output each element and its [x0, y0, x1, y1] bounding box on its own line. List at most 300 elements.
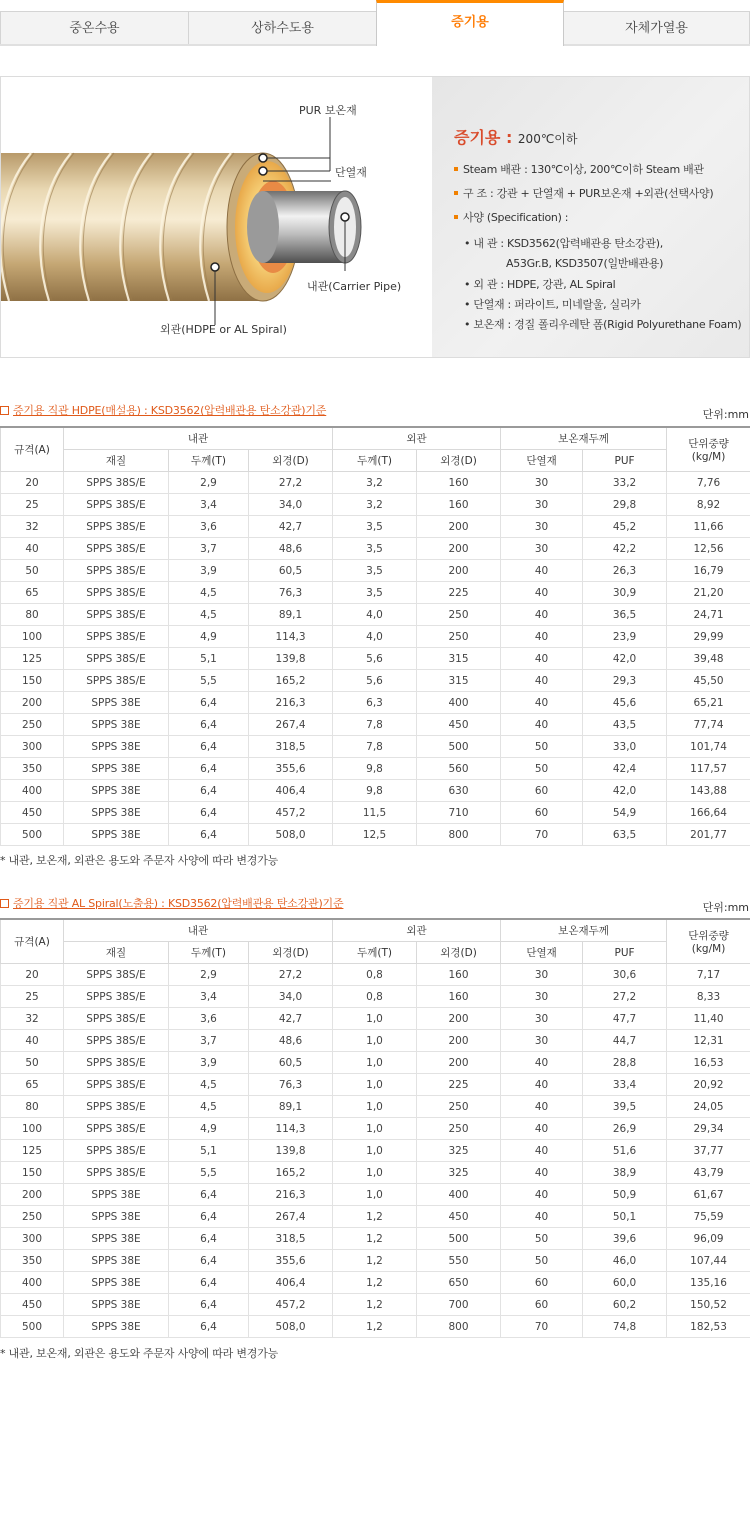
table-cell: 5,1: [169, 648, 249, 670]
table-row: [1, 560, 750, 582]
table-cell: 1,2: [333, 1316, 417, 1338]
table-cell: 7,8: [333, 714, 417, 736]
table-cell: 500: [417, 736, 501, 758]
table-cell: 225: [417, 582, 501, 604]
table-cell: 550: [417, 1250, 501, 1272]
table-cell: 70: [501, 1316, 583, 1338]
table-cell: 114,3: [249, 626, 333, 648]
table1-body: [1, 472, 750, 846]
table-cell: 27,2: [249, 472, 333, 494]
table-cell: 45,2: [583, 516, 667, 538]
table-cell: SPPS 38S/E: [64, 1074, 169, 1096]
col-inner-thickness: 두께(T): [169, 942, 249, 964]
table-cell: 26,3: [583, 560, 667, 582]
table-cell: 33,0: [583, 736, 667, 758]
table-cell: 51,6: [583, 1140, 667, 1162]
table-cell: 200: [417, 1052, 501, 1074]
table-cell: 36,5: [583, 604, 667, 626]
table-cell: 50: [501, 1228, 583, 1250]
table-row: [1, 780, 750, 802]
col-weight: [667, 427, 750, 472]
table-cell: 3,7: [169, 1030, 249, 1052]
table-cell: SPPS 38S/E: [64, 604, 169, 626]
table-cell: 1,2: [333, 1228, 417, 1250]
spec-title: [454, 125, 578, 148]
table-cell: 1,0: [333, 1008, 417, 1030]
table-cell: 3,5: [333, 538, 417, 560]
table-cell: SPPS 38S/E: [64, 1008, 169, 1030]
col-ins: 단열재: [501, 450, 583, 472]
table-cell: 34,0: [249, 494, 333, 516]
table-cell: 117,57: [667, 758, 750, 780]
callout-outer-jacket: 외관(HDPE or AL Spiral): [160, 323, 287, 336]
table-cell: 40: [501, 582, 583, 604]
table-row: [1, 986, 750, 1008]
table-cell: 216,3: [249, 692, 333, 714]
table-cell: 60,5: [249, 560, 333, 582]
table-icon: [0, 899, 9, 908]
table-cell: 5,5: [169, 670, 249, 692]
table-cell: 50: [501, 736, 583, 758]
table2-note: * 내관, 보온재, 외관은 용도와 주문자 사양에 따라 변경가능: [0, 1347, 279, 1360]
table-icon: [0, 406, 9, 415]
table-cell: 60,2: [583, 1294, 667, 1316]
col-weight: [667, 919, 750, 964]
table-cell: 37,77: [667, 1140, 750, 1162]
table-cell: 70: [501, 824, 583, 846]
table-cell: 6,4: [169, 758, 249, 780]
table-cell: 29,99: [667, 626, 750, 648]
table-cell: 200: [417, 516, 501, 538]
table-cell: 61,67: [667, 1184, 750, 1206]
spec-line-text: 사양 (Specification) :: [463, 211, 569, 224]
table-cell: 400: [1, 1272, 64, 1294]
table-cell: 39,6: [583, 1228, 667, 1250]
table-cell: 6,4: [169, 1228, 249, 1250]
table-cell: 1,0: [333, 1096, 417, 1118]
table-cell: 5,5: [169, 1162, 249, 1184]
table-cell: 80: [1, 604, 64, 626]
table-cell: 650: [417, 1272, 501, 1294]
table-cell: SPPS 38E: [64, 1272, 169, 1294]
table-cell: SPPS 38E: [64, 824, 169, 846]
table-cell: 60: [501, 1294, 583, 1316]
table-cell: 47,7: [583, 1008, 667, 1030]
table-cell: 40: [501, 1074, 583, 1096]
table2-unit: 단위:mm: [702, 901, 749, 914]
table-cell: 40: [501, 714, 583, 736]
table-cell: 44,7: [583, 1030, 667, 1052]
table-cell: 160: [417, 494, 501, 516]
table-cell: 42,4: [583, 758, 667, 780]
table-cell: 3,4: [169, 986, 249, 1008]
table-cell: 50,9: [583, 1184, 667, 1206]
col-outer-thickness: 두께(T): [333, 942, 417, 964]
table-cell: 250: [1, 1206, 64, 1228]
table-cell: 40: [1, 1030, 64, 1052]
table-cell: SPPS 38S/E: [64, 670, 169, 692]
table-cell: 3,9: [169, 1052, 249, 1074]
col-weight-unit: (kg/M): [691, 451, 726, 463]
table-cell: 200: [1, 1184, 64, 1206]
table-cell: 4,9: [169, 1118, 249, 1140]
table-cell: 9,8: [333, 780, 417, 802]
table-cell: SPPS 38S/E: [64, 1162, 169, 1184]
table-row: [1, 670, 750, 692]
table-row: [1, 824, 750, 846]
tab-self-heating[interactable]: 자체가열용: [563, 11, 750, 44]
table-cell: 77,74: [667, 714, 750, 736]
table-cell: 160: [417, 964, 501, 986]
table-cell: 6,4: [169, 1272, 249, 1294]
table-row: [1, 1052, 750, 1074]
table-row: [1, 1096, 750, 1118]
table-cell: 40: [501, 648, 583, 670]
table-cell: 40: [1, 538, 64, 560]
table-cell: 42,2: [583, 538, 667, 560]
table-cell: 182,53: [667, 1316, 750, 1338]
table-cell: 315: [417, 670, 501, 692]
table2: [0, 918, 750, 1338]
table-cell: 350: [1, 758, 64, 780]
table-row: [1, 964, 750, 986]
table-cell: 60,5: [249, 1052, 333, 1074]
table-cell: 1,0: [333, 1052, 417, 1074]
col-size: 규격(A): [1, 427, 64, 472]
table-cell: 60: [501, 780, 583, 802]
table-cell: 30,6: [583, 964, 667, 986]
table-cell: 457,2: [249, 802, 333, 824]
table-cell: 500: [417, 1228, 501, 1250]
table-cell: 27,2: [249, 964, 333, 986]
table-row: [1, 758, 750, 780]
callout-pur: PUR 보온재: [299, 104, 357, 117]
table-cell: 40: [501, 1052, 583, 1074]
table-cell: 96,09: [667, 1228, 750, 1250]
table-cell: 125: [1, 1140, 64, 1162]
spec-line-structure: [454, 185, 713, 201]
tab-water-sewage[interactable]: 상하수도용: [188, 11, 377, 44]
table-cell: 33,2: [583, 472, 667, 494]
product-tabs: [0, 0, 750, 46]
table-cell: 63,5: [583, 824, 667, 846]
spec-inner-pipe-cont: A53Gr.B, KSD3507(일반배관용): [506, 257, 664, 270]
table-cell: 250: [417, 604, 501, 626]
table-cell: 2,9: [169, 964, 249, 986]
table-cell: 125: [1, 648, 64, 670]
table-cell: 30: [501, 472, 583, 494]
table-cell: 60: [501, 802, 583, 824]
table-cell: 3,5: [333, 516, 417, 538]
table-cell: 60: [501, 1272, 583, 1294]
table-cell: 166,64: [667, 802, 750, 824]
col-inner-od: 외경(D): [249, 942, 333, 964]
table-cell: 60,0: [583, 1272, 667, 1294]
table-cell: 450: [417, 714, 501, 736]
table-cell: 1,2: [333, 1250, 417, 1272]
tab-steam[interactable]: 증기용: [376, 0, 564, 46]
table-cell: 42,7: [249, 516, 333, 538]
table-row: [1, 1228, 750, 1250]
table-row: [1, 604, 750, 626]
table-cell: SPPS 38E: [64, 1294, 169, 1316]
table-cell: 16,53: [667, 1052, 750, 1074]
table-cell: 139,8: [249, 648, 333, 670]
table-cell: SPPS 38E: [64, 736, 169, 758]
table-cell: 12,56: [667, 538, 750, 560]
table-cell: 3,7: [169, 538, 249, 560]
table-cell: 50: [501, 758, 583, 780]
table-cell: 107,44: [667, 1250, 750, 1272]
table-cell: 500: [1, 824, 64, 846]
table-cell: 355,6: [249, 1250, 333, 1272]
table-cell: 135,16: [667, 1272, 750, 1294]
table-cell: 40: [501, 1140, 583, 1162]
table2-title: [0, 895, 343, 911]
table-cell: 3,2: [333, 472, 417, 494]
table-cell: 20,92: [667, 1074, 750, 1096]
table-cell: 508,0: [249, 1316, 333, 1338]
table-row: [1, 1074, 750, 1096]
table-cell: 1,2: [333, 1272, 417, 1294]
table-cell: 39,5: [583, 1096, 667, 1118]
table-cell: 400: [417, 1184, 501, 1206]
table-row: [1, 626, 750, 648]
table-cell: 30: [501, 494, 583, 516]
table-cell: 3,5: [333, 582, 417, 604]
table-cell: 250: [417, 1118, 501, 1140]
table-cell: 200: [417, 1030, 501, 1052]
table-cell: SPPS 38S/E: [64, 582, 169, 604]
table-cell: 3,6: [169, 1008, 249, 1030]
table-cell: 24,05: [667, 1096, 750, 1118]
table-cell: 74,8: [583, 1316, 667, 1338]
table-row: [1, 1206, 750, 1228]
table-cell: 42,0: [583, 780, 667, 802]
table-cell: 45,50: [667, 670, 750, 692]
col-outer: 외관: [333, 427, 501, 450]
table-cell: 5,6: [333, 670, 417, 692]
bullet-icon: [454, 191, 458, 195]
table-cell: 39,48: [667, 648, 750, 670]
col-inner-od: 외경(D): [249, 450, 333, 472]
table-cell: 23,9: [583, 626, 667, 648]
table-cell: 48,6: [249, 538, 333, 560]
table-cell: 325: [417, 1162, 501, 1184]
bullet-icon: [454, 215, 458, 219]
table-cell: SPPS 38E: [64, 692, 169, 714]
table-cell: 43,79: [667, 1162, 750, 1184]
table-cell: 250: [1, 714, 64, 736]
table-cell: 267,4: [249, 714, 333, 736]
col-inner-thickness: 두께(T): [169, 450, 249, 472]
table-cell: 800: [417, 1316, 501, 1338]
table-cell: 50,1: [583, 1206, 667, 1228]
table-row: [1, 1250, 750, 1272]
table-cell: SPPS 38E: [64, 1228, 169, 1250]
table-cell: 6,4: [169, 736, 249, 758]
table-cell: 20: [1, 472, 64, 494]
table-cell: 250: [417, 626, 501, 648]
table-cell: 300: [1, 1228, 64, 1250]
table-cell: 4,5: [169, 582, 249, 604]
table-cell: 318,5: [249, 1228, 333, 1250]
table-cell: 500: [1, 1316, 64, 1338]
tab-underline: [0, 44, 750, 46]
table-cell: 40: [501, 626, 583, 648]
table-cell: 6,4: [169, 780, 249, 802]
spec-line-text: Steam 배관 : 130℃이상, 200℃이하 Steam 배관: [463, 163, 704, 176]
table-row: [1, 1294, 750, 1316]
table-cell: 300: [1, 736, 64, 758]
table-cell: 3,5: [333, 560, 417, 582]
spec-line-steam: [454, 161, 704, 177]
spec-inner-pipe: • 내 관 : KSD3562(압력배관용 탄소강관),: [464, 237, 663, 250]
table-cell: SPPS 38S/E: [64, 538, 169, 560]
table-cell: 54,9: [583, 802, 667, 824]
table-cell: 6,4: [169, 824, 249, 846]
bullet-icon: [454, 167, 458, 171]
spec-panel: [432, 77, 750, 358]
table-cell: 6,4: [169, 1294, 249, 1316]
table-cell: 508,0: [249, 824, 333, 846]
spec-title-text: 증기용 :: [454, 128, 513, 147]
table-cell: SPPS 38S/E: [64, 986, 169, 1008]
table-row: [1, 516, 750, 538]
table-cell: 7,17: [667, 964, 750, 986]
table-cell: 50: [501, 1250, 583, 1272]
table-row: [1, 1030, 750, 1052]
table-cell: 12,5: [333, 824, 417, 846]
pipe-illustration: [1, 77, 432, 357]
col-weight-unit: (kg/M): [691, 943, 726, 955]
table2-title-text: 증기용 직관 AL Spiral(노출용) : KSD3562(압력배관용 탄소강관)기준: [13, 897, 344, 910]
table-cell: 267,4: [249, 1206, 333, 1228]
table-cell: 4,5: [169, 1074, 249, 1096]
table-cell: 40: [501, 560, 583, 582]
table-cell: SPPS 38E: [64, 1316, 169, 1338]
table-cell: 30: [501, 1030, 583, 1052]
table-cell: 165,2: [249, 670, 333, 692]
table-cell: 1,2: [333, 1206, 417, 1228]
col-outer-thickness: 두께(T): [333, 450, 417, 472]
table-cell: 630: [417, 780, 501, 802]
table-cell: 6,4: [169, 802, 249, 824]
table-cell: 8,33: [667, 986, 750, 1008]
table1-title: [0, 402, 326, 418]
col-material: 재질: [64, 450, 169, 472]
table-cell: SPPS 38S/E: [64, 1096, 169, 1118]
table-cell: 32: [1, 516, 64, 538]
table-cell: 30: [501, 964, 583, 986]
table-cell: 400: [417, 692, 501, 714]
table-cell: 0,8: [333, 986, 417, 1008]
table-cell: 40: [501, 1118, 583, 1140]
table-cell: 200: [417, 538, 501, 560]
table-cell: 40: [501, 604, 583, 626]
col-puf: PUF: [583, 450, 667, 472]
table-cell: 150: [1, 670, 64, 692]
table-cell: 50: [1, 1052, 64, 1074]
table-cell: 89,1: [249, 604, 333, 626]
table-cell: 139,8: [249, 1140, 333, 1162]
table-cell: 6,4: [169, 1184, 249, 1206]
table-cell: 40: [501, 1206, 583, 1228]
table-cell: 710: [417, 802, 501, 824]
spec-outer-pipe: • 외 관 : HDPE, 강관, AL Spiral: [464, 278, 616, 291]
table-cell: 30: [501, 516, 583, 538]
table-cell: 29,3: [583, 670, 667, 692]
table-cell: SPPS 38E: [64, 802, 169, 824]
col-material: 재질: [64, 942, 169, 964]
table-cell: 11,66: [667, 516, 750, 538]
table-cell: 16,79: [667, 560, 750, 582]
table-cell: 4,0: [333, 626, 417, 648]
table-cell: 700: [417, 1294, 501, 1316]
table-cell: 1,0: [333, 1074, 417, 1096]
table-cell: 406,4: [249, 1272, 333, 1294]
table-cell: SPPS 38S/E: [64, 964, 169, 986]
table1-note: * 내관, 보온재, 외관은 용도와 주문자 사양에 따라 변경가능: [0, 854, 279, 867]
table-cell: 150: [1, 1162, 64, 1184]
table-row: [1, 1316, 750, 1338]
table1-title-text: 증기용 직관 HDPE(매설용) : KSD3562(압력배관용 탄소강관)기준: [13, 404, 327, 417]
table-cell: 25: [1, 494, 64, 516]
table-cell: SPPS 38E: [64, 1250, 169, 1272]
table-cell: 24,71: [667, 604, 750, 626]
table-cell: 6,4: [169, 1316, 249, 1338]
table-cell: 65: [1, 582, 64, 604]
table-cell: 1,0: [333, 1118, 417, 1140]
table-cell: 6,3: [333, 692, 417, 714]
table-cell: 30: [501, 538, 583, 560]
table-cell: 75,59: [667, 1206, 750, 1228]
table-cell: 11,40: [667, 1008, 750, 1030]
table-cell: 4,5: [169, 604, 249, 626]
col-size: 규격(A): [1, 919, 64, 964]
table-cell: 7,76: [667, 472, 750, 494]
table-cell: SPPS 38E: [64, 1184, 169, 1206]
spec-line-specification: [454, 209, 568, 225]
table-cell: 100: [1, 626, 64, 648]
table-row: [1, 1118, 750, 1140]
table-cell: SPPS 38E: [64, 714, 169, 736]
table-cell: 1,0: [333, 1162, 417, 1184]
col-puf: PUF: [583, 942, 667, 964]
tab-medium-hot-water[interactable]: 중온수용: [0, 11, 189, 44]
table-cell: 29,34: [667, 1118, 750, 1140]
table-cell: 6,4: [169, 1206, 249, 1228]
table-cell: 1,0: [333, 1184, 417, 1206]
table-row: [1, 648, 750, 670]
table-cell: 76,3: [249, 1074, 333, 1096]
table-cell: 350: [1, 1250, 64, 1272]
table-cell: 65: [1, 1074, 64, 1096]
table-cell: 3,6: [169, 516, 249, 538]
table-cell: 80: [1, 1096, 64, 1118]
table-cell: 560: [417, 758, 501, 780]
table-cell: 6,4: [169, 1250, 249, 1272]
table-cell: 450: [1, 1294, 64, 1316]
table-row: [1, 1140, 750, 1162]
table-cell: SPPS 38S/E: [64, 1118, 169, 1140]
table-cell: 12,31: [667, 1030, 750, 1052]
table-cell: 1,0: [333, 1140, 417, 1162]
table-cell: 1,2: [333, 1294, 417, 1316]
table-cell: 4,5: [169, 1096, 249, 1118]
table-cell: 8,92: [667, 494, 750, 516]
table-cell: 38,9: [583, 1162, 667, 1184]
